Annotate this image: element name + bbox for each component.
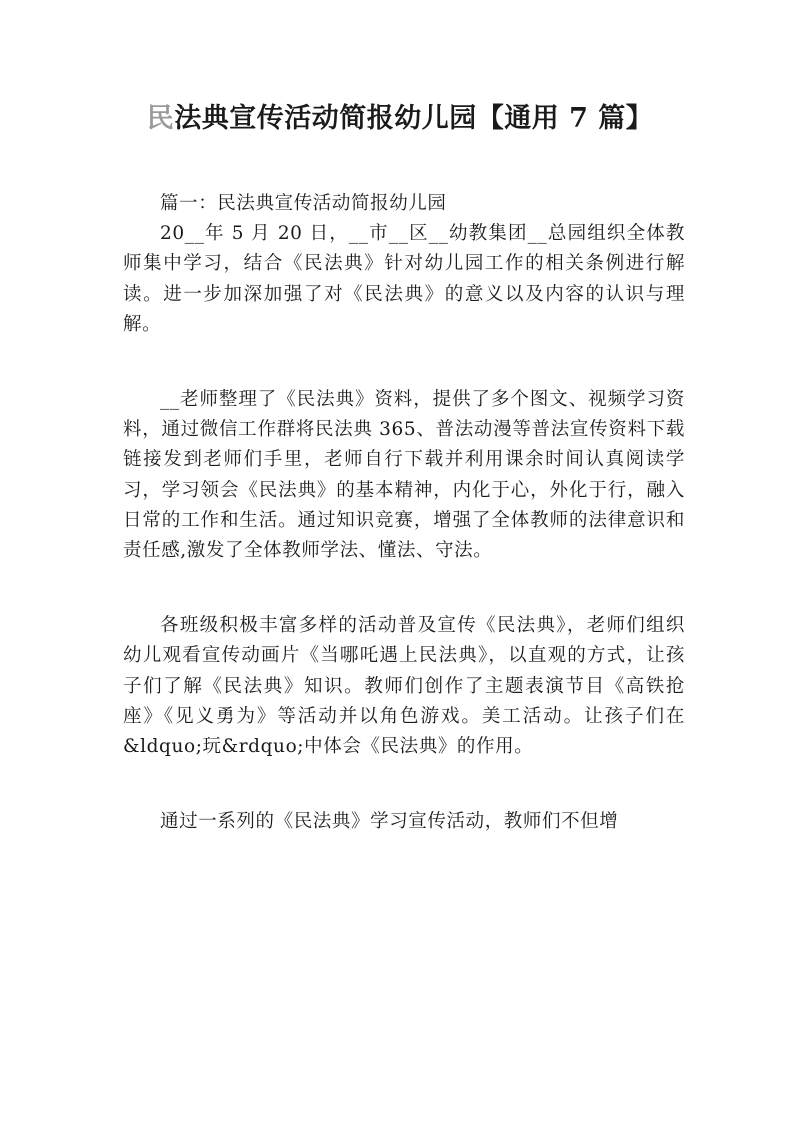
paragraph-1: 20__年 5 月 20 日，__市__区__幼教集团__总园组织全体教师集中学习，结合《民法典》针对幼儿园工作的相关条例进行解读。进一步加深加强了对《民法典》的意义以及内容的认识与理解。 [123,223,685,335]
title-rest: 法典宣传活动简报幼儿园【通用 7 篇】 [174,103,654,134]
section-heading: 篇一：民法典宣传活动简报幼儿园 [160,193,447,214]
paragraph-gap [123,566,685,611]
paragraph-gap [123,762,685,807]
title-first-char: 民 [146,103,175,134]
paragraph-2: __老师整理了《民法典》资料，提供了多个图文、视频学习资料，通过微信工作群将民法典 365、普法动漫等普法宣传资料下载链接发到老师们手里，老师自行下载并利用课余时间认真阅读学习，学习领会《民法典》的基本精神，内化于心，外化于行，融入日常的工作和生活。通过知识竞赛，增强了全体教师的法律意识和责任感,激发了全体教师学法、懂法、守法。 [123,389,685,562]
paragraph-4: 通过一系列的《民法典》学习宣传活动，教师们不但增 [160,811,619,833]
paragraph-3: 各班级积极丰富多样的活动普及宣传《民法典》，老师们组织幼儿观看宣传动画片《当哪吒遇上民法典》，以直观的方式，让孩子们了解《民法典》知识。教师们创作了主题表演节目《高铁抢座》《见义勇为》等活动并以角色游戏。美工活动。让孩子们在&ldquo;玩&rdquo;中体会《民法典》的作用。 [123,615,685,758]
document-title [0,101,800,137]
paragraph-gap [123,340,685,385]
document-body [123,189,685,837]
